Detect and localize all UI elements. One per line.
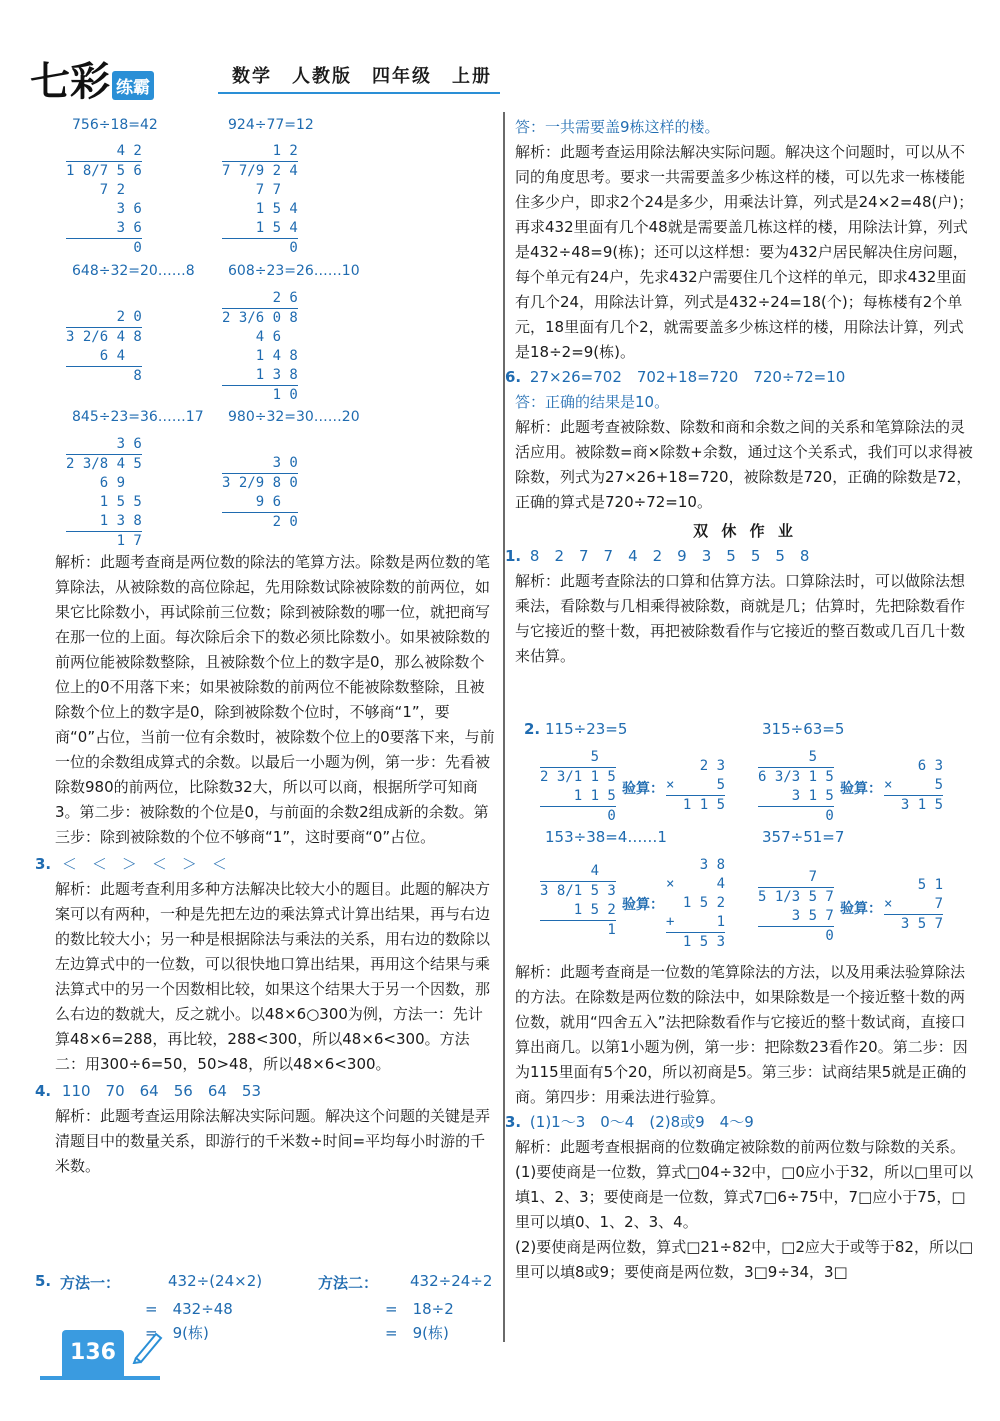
division-equation: 315÷63=5 xyxy=(762,720,845,738)
question-6 xyxy=(505,365,975,390)
calc-line: × 5 xyxy=(666,776,725,796)
answer: 答：正确的结果是10。 xyxy=(515,393,670,411)
answer: 8 2 7 7 4 2 9 3 5 5 5 8 xyxy=(529,547,810,565)
calc-line: + 1 xyxy=(666,913,725,933)
page-header xyxy=(0,0,1000,110)
calc-line: 5 1/3 5 7 xyxy=(758,889,834,905)
analysis-paragraph: 解析：此题考查商是一位数的笔算除法的方法，以及用乘法验算除法的方法。在除数是两位数的除法中，如果除数是一个接近整十数的两位数，就用“四舍五入”法把除数看作与它接近的整十数试商，直接口算出商几。以第1小题为例，第一步：把除数23看作20。第二步：因为115里面有5个20，所以初商是5。第三步：试商结果5就是正确的商。第四步：用乘法进行验算。 xyxy=(515,963,968,1106)
division-equation: 756÷18=42 xyxy=(72,117,158,133)
calc-line: 3 2/6 4 8 xyxy=(66,329,142,345)
analysis-paragraph: 解析：此题考查利用多种方法解决比较大小的题目。此题的解决方案可以有两种，一种是先把左边的乘法算式计算出结果，再与右边的数比较大小；另一种是根据除法与乘法的关系，用右边的数除以左边算式中的一位数，可以很快地口算出结果，再用这个结果与乘法算式中的另一个因数相比较，如果这个结果大于另一个因数，那么右边的数就大，反之就小。以48×6○300为例，方法一：先计算48×6=288，再比较，288<300，所以48×6<300。方法二：用300÷6=50，50>48，所以48×6<300。 xyxy=(55,880,491,1073)
calc-line: 6 9 xyxy=(66,475,126,491)
analysis-paragraph: 解析：此题考查根据商的位数确定被除数的前两位数与除数的关系。 xyxy=(515,1138,966,1156)
logo-box-text: 练霸 xyxy=(112,71,154,100)
long-division xyxy=(66,142,142,258)
calc-line: 0 xyxy=(222,240,298,256)
section-title: 双 休 作 业 xyxy=(693,522,797,540)
method-1-step: 432÷(24×2) xyxy=(168,1272,263,1290)
left-text-column xyxy=(35,550,495,1179)
calc-line: 7 7/9 2 4 xyxy=(222,163,298,179)
calc-line: 0 xyxy=(758,808,834,824)
calc-line: 0 xyxy=(758,928,834,944)
calc-line: 1 xyxy=(540,922,616,938)
long-division xyxy=(758,748,834,826)
calc-line: × 5 xyxy=(884,776,943,796)
long-division xyxy=(66,308,142,386)
division-equation: 153÷38=4……1 xyxy=(545,828,667,846)
check-label: 验算： xyxy=(622,897,664,913)
division-equation: 357÷51=7 xyxy=(762,828,845,846)
calc-line: 3 8 xyxy=(666,857,726,873)
equation: 27×26=702 702+18=720 720÷72=10 xyxy=(529,368,846,386)
calc-line: 0 xyxy=(540,808,616,824)
calc-line: 2 0 xyxy=(222,514,298,530)
weekend-question-3 xyxy=(505,1110,975,1135)
calc-line: 2 3/8 4 5 xyxy=(66,456,142,472)
question-number: 6. xyxy=(505,368,522,386)
calc-line: 3 0 xyxy=(222,454,298,474)
logo-text: 七彩 xyxy=(30,58,110,105)
calc-line: 1 5 5 xyxy=(66,494,142,510)
calc-line: 1 1 5 xyxy=(666,797,726,813)
calc-line: 3 6 xyxy=(66,435,142,455)
method-1-step: = 9(栋) xyxy=(145,1324,209,1342)
calc-line: 1 7 xyxy=(66,533,142,549)
answer: (1)1～3 0～4 (2)8或9 4～9 xyxy=(529,1113,754,1131)
calc-line: 4 6 xyxy=(222,329,282,345)
calc-line: 3 1 5 xyxy=(758,787,834,807)
calc-line: 7 7 xyxy=(222,182,282,198)
calc-line: 1 8/7 5 6 xyxy=(66,163,142,179)
check-multiplication xyxy=(666,856,725,952)
calc-line: 5 xyxy=(540,748,616,768)
method-2-step: = 9(栋) xyxy=(385,1324,449,1342)
calc-line: 6 3/3 1 5 xyxy=(758,769,834,785)
question-4 xyxy=(35,1079,495,1104)
calc-line: 1 5 4 xyxy=(222,201,298,217)
question-number: 2. xyxy=(524,720,541,738)
division-equation: 608÷23=26……10 xyxy=(228,263,360,279)
analysis-paragraph: (2)要使商是两位数，算式□21÷82中，□2应大于或等于82，所以□里可以填8或9；要使商是两位数，3□9÷34，3□ xyxy=(515,1238,974,1281)
calc-line: 8 xyxy=(66,368,142,384)
check-label: 验算： xyxy=(840,901,882,917)
calc-line: 2 3/6 0 8 xyxy=(222,310,298,326)
header-rule xyxy=(218,92,500,94)
division-equation: 845÷23=36……17 xyxy=(72,409,204,425)
question-number: 3. xyxy=(505,1113,522,1131)
calc-line: 1 5 3 xyxy=(666,934,726,950)
check-label: 验算： xyxy=(840,781,882,797)
calc-line: 1 5 4 xyxy=(222,219,298,239)
calc-line: 4 2 xyxy=(66,142,142,162)
weekend-question-1 xyxy=(505,544,975,569)
method-1-label: 方法一： xyxy=(60,1274,121,1292)
method-2-step: 432÷24÷2 xyxy=(410,1272,493,1290)
long-division xyxy=(222,142,298,258)
column-divider xyxy=(503,112,505,1342)
long-division xyxy=(540,748,616,826)
calc-line: 1 3 8 xyxy=(66,512,142,532)
analysis-paragraph: 解析：此题考查运用除法解决实际问题。解决这个问题时，可以从不同的角度思考。要求一共需要盖多少栋这样的楼，可以先求一栋楼能住多少户，即求2个24是多少，用乘法计算，列式是24×2=48(户)；再求432里面有几个48就是需要盖几栋这样的楼，用除法计算，列式是432÷48=9(栋)；还可以这样想：要为432户居民解决住房问题，每个单元有24户，先求432户需要住几个这样的单元，即求432里面有几个24，用除法计算，列式是432÷24=18(个)；每栋楼有2个单元，18里面有几个2，就需要盖多少栋这样的楼，用除法计算，列式是18÷2=9(栋)。 xyxy=(515,143,974,361)
footer-rule xyxy=(40,1376,160,1380)
calc-line: 1 5 2 xyxy=(666,895,726,911)
calc-line: 1 3 8 xyxy=(222,366,298,386)
calc-line: 9 6 xyxy=(222,493,298,513)
right-text-column-bottom xyxy=(505,960,975,1285)
calc-line: 7 2 xyxy=(66,182,126,198)
question-number: 5. xyxy=(35,1272,52,1290)
division-equation: 924÷77=12 xyxy=(228,117,314,133)
calc-line: 6 3 xyxy=(884,758,944,774)
method-1-step: = 432÷48 xyxy=(145,1300,233,1318)
calc-line: 3 2/9 8 0 xyxy=(222,475,298,491)
right-text-column-top xyxy=(505,115,975,669)
answer: ＜ ＜ ＞ ＜ ＞ ＜ xyxy=(61,855,227,873)
calc-line: 3 6 xyxy=(66,219,142,239)
calc-line: 0 xyxy=(66,240,142,256)
question-number: 1. xyxy=(505,547,522,565)
analysis-paragraph: 解析：此题考查运用除法解决实际问题。解决这个问题的关键是弄清题目中的数量关系，即游行的千米数÷时间=平均每小时游的千米数。 xyxy=(55,1107,491,1175)
division-equation: 648÷32=20……8 xyxy=(72,263,195,279)
calc-line: 2 0 xyxy=(66,308,142,328)
calc-line: 2 6 xyxy=(222,289,298,309)
page-number: 136 xyxy=(62,1330,124,1376)
calc-line: 3 5 7 xyxy=(884,916,944,932)
calc-line: × 7 xyxy=(884,895,943,915)
calc-line: 2 3 xyxy=(666,758,726,774)
answer: 答：一共需要盖9栋这样的楼。 xyxy=(515,118,720,136)
long-division xyxy=(540,862,616,940)
long-division xyxy=(222,454,298,532)
calc-line: 1 4 8 xyxy=(222,348,298,364)
method-2-step: = 18÷2 xyxy=(385,1300,454,1318)
calc-line: 3 5 7 xyxy=(758,907,834,927)
division-equation: 115÷23=5 xyxy=(545,720,628,738)
long-division xyxy=(758,868,834,946)
analysis-paragraph: 解析：此题考查商是两位数的除法的笔算方法。除数是两位数的笔算除法，从被除数的高位除起，先用除数试除被除数的前两位，如果它比除数小，再试除前三位数；除到被除数的哪一位，就把商写在那一位的上面。每次除后余下的数必须比除数小。如果被除数的前两位能被除数整除，且被除数个位上的数字是0，那么被除数个位上的0不用落下来；如果被除数的前两位不能被除数整除，且被除数个位上的数字是0，除到被除数个位时，不够商“1”，要商“0”占位，当前一位有余数时，被除数个位上的0要落下来，与前一位的余数组成算式的余数。以最后一小题为例，第一步：先看被除数980的前两位，比除数32大，所以可以商，根据所学可知商3。第二步：被除数的个位是0，与前面的余数2组成新的余数。第三步：除到被除数的个位不够商“1”，这时要商“0”占位。 xyxy=(55,553,495,846)
calc-line: 1 0 xyxy=(222,387,298,403)
calc-line: 6 4 xyxy=(66,347,142,367)
calc-line: 1 5 2 xyxy=(540,901,616,921)
check-multiplication xyxy=(884,876,943,934)
calc-line: 3 1 5 xyxy=(884,797,944,813)
question-number: 4. xyxy=(35,1082,52,1100)
check-multiplication xyxy=(666,757,725,815)
calc-line: 5 1 xyxy=(884,877,944,893)
calc-line: 3 6 xyxy=(66,201,142,217)
analysis-paragraph: 解析：此题考查除法的口算和估算方法。口算除法时，可以做除法想乘法，看除数与几相乘得被除数，商就是几；估算时，先把除数看作与它接近的整十数，再把被除数看作与它接近的整百数或几百几十数来估算。 xyxy=(515,572,966,665)
analysis-paragraph: 解析：此题考查被除数、除数和商和余数之间的关系和笔算除法的灵活应用。被除数=商×除数+余数，通过这个关系式，我们可以求得被除数，列式为27×26+18=720，被除数是720，正确的除数是72，正确的算式是720÷72=10。 xyxy=(515,418,973,511)
calc-line: 1 2 xyxy=(222,142,298,162)
brand-logo xyxy=(30,50,154,107)
long-division xyxy=(66,435,142,551)
calc-line: 7 xyxy=(758,868,834,888)
calc-line: 2 3/1 1 5 xyxy=(540,769,616,785)
division-equation: 980÷32=30……20 xyxy=(228,409,360,425)
method-2-label: 方法二： xyxy=(318,1274,379,1292)
book-title: 数学 人教版 四年级 上册 xyxy=(232,66,492,87)
calc-line: 1 1 5 xyxy=(540,787,616,807)
question-number: 3. xyxy=(35,855,52,873)
analysis-paragraph: (1)要使商是一位数，算式□04÷32中，□0应小于32，所以□里可以填1、2、3；要使商是一位数，算式7□6÷75中，7□应小于75，□里可以填0、1、2、3、4。 xyxy=(515,1163,974,1231)
pencil-icon xyxy=(130,1328,166,1364)
calc-line: 5 xyxy=(758,748,834,768)
question-3 xyxy=(35,852,495,877)
calc-line: × 4 xyxy=(666,876,726,892)
check-label: 验算： xyxy=(622,781,664,797)
calc-line: 4 xyxy=(540,862,616,882)
calc-line: 3 8/1 5 3 xyxy=(540,883,616,899)
long-division xyxy=(222,289,298,405)
check-multiplication xyxy=(884,757,943,815)
answer: 110 70 64 56 64 53 xyxy=(61,1082,261,1100)
